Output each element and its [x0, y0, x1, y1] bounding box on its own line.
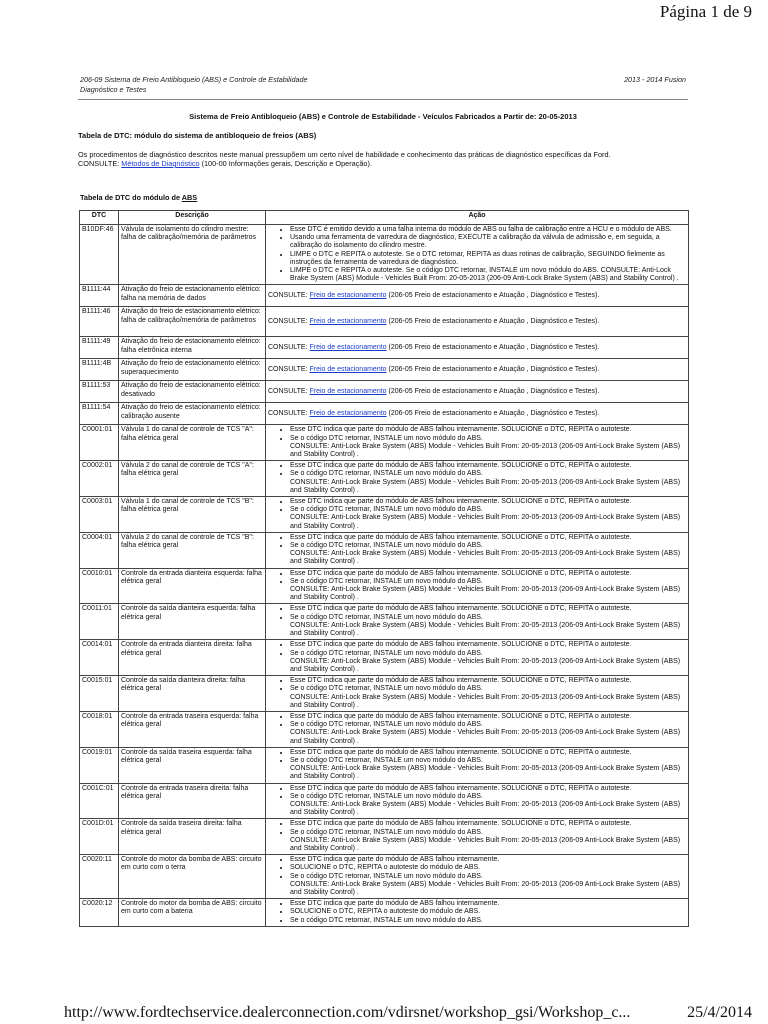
dtc-description: Válvula 1 do canal de controle de TCS "B": falha elétrica geral — [119, 497, 266, 533]
consult-reference: CONSULTE: Anti-Lock Brake System (ABS) Module - Vehicles Built From: 20-05-2013 (206-09 Anti-Lock Brake System (ABS) and Stability Control) . — [290, 442, 681, 459]
consult-label: CONSULTE: — [268, 291, 310, 299]
dtc-description: Ativação do freio de estacionamento elétrico: falha na memória de dados — [119, 285, 266, 307]
dtc-description: Controle da saída traseira direita: falha elétrica geral — [119, 819, 266, 855]
dtc-table — [79, 210, 689, 927]
tcs-rows — [80, 425, 689, 855]
dtc-description: Válvula 1 do canal de controle de TCS "A": falha elétrica geral — [119, 425, 266, 461]
dtc-description: Válvula 2 do canal de controle de TCS "B": falha elétrica geral — [119, 532, 266, 568]
running-header-left — [80, 75, 380, 95]
table-row — [80, 307, 689, 337]
dtc-action — [266, 819, 689, 855]
dtc-action — [266, 381, 689, 403]
dtc-action — [266, 568, 689, 604]
consult-reference: (206-05 Freio de estacionamento e Atuação , Diagnóstico e Testes). — [386, 409, 600, 417]
action-step: • Se o código DTC retornar, INSTALE um novo módulo do ABS. — [290, 721, 686, 729]
dtc-description: Controle da saída traseira esquerda: falha elétrica geral — [119, 747, 266, 783]
table-title-text: Tabela de DTC do módulo de — [80, 193, 182, 202]
dtc-code: B1111:44 — [80, 285, 119, 307]
column-header-description: Descrição — [119, 211, 266, 225]
action-step: • Se o código DTC retornar, INSTALE um novo módulo do ABS. — [290, 578, 686, 586]
action-step: • SOLUCIONE o DTC, REPITA o autoteste do módulo de ABS. — [290, 908, 686, 916]
consult-reference: (206-05 Freio de estacionamento e Atuação , Diagnóstico e Testes). — [386, 365, 600, 373]
dtc-description: Controle da entrada dianteira esquerda: falha elétrica geral — [119, 568, 266, 604]
action-step: • Esse DTC indica que parte do módulo de ABS falhou internamente. SOLUCIONE o DTC, REPITA o autoteste. — [290, 785, 686, 793]
dtc-code: B1111:4B — [80, 359, 119, 381]
dtc-action — [266, 711, 689, 747]
action-step: • Esse DTC indica que parte do módulo de ABS falhou internamente. — [290, 900, 686, 908]
dtc-action — [266, 604, 689, 640]
consult-reference: CONSULTE: Anti-Lock Brake System (ABS) Module - Vehicles Built From: 20-05-2013 (206-09 Anti-Lock Brake System (ABS) and Stability Control) . — [290, 693, 681, 709]
consult-reference: CONSULTE: Anti-Lock Brake System (ABS) Module - Vehicles Built From: 20-05-2013 (206-09 Anti-Lock Brake System (ABS) and Stability Control) . — [290, 800, 681, 817]
header-section-title: 206-09 Sistema de Freio Antibloqueio (ABS) e Controle de Estabilidade — [80, 75, 308, 84]
intro-paragraph — [78, 150, 688, 168]
dtc-description: Ativação do freio de estacionamento elétrico: calibração ausente — [119, 403, 266, 425]
consult-reference: CONSULTE: Anti-Lock Brake System (ABS) Module - Vehicles Built From: 20-05-2013 (206-09 Anti-Lock Brake System (ABS) and Stability Control) . — [290, 729, 681, 745]
table-row — [80, 855, 689, 899]
consult-label: CONSULTE: — [268, 365, 310, 373]
dtc-code: B1111:54 — [80, 403, 119, 425]
dtc-action — [266, 497, 689, 533]
diagnostic-methods-link[interactable]: Métodos de Diagnóstico — [121, 159, 200, 168]
consult-reference: (100-00 Informações gerais, Descrição e Operação). — [199, 159, 372, 168]
footer-source-url: http://www.fordtechservice.dealerconnection.com/vdirsnet/workshop_gsi/Workshop_c... — [64, 1004, 631, 1021]
dtc-description: Válvula de isolamento do cilindro mestre: falha de calibração/memória de parâmetros — [119, 225, 266, 285]
table-row — [80, 747, 689, 783]
consult-reference: (206-05 Freio de estacionamento e Atuação , Diagnóstico e Testes). — [386, 291, 600, 299]
action-step: • Esse DTC indica que parte do módulo de ABS falhou internamente. SOLUCIONE o DTC, REPITA o autoteste. — [290, 677, 686, 685]
consult-reference: CONSULTE: Anti-Lock Brake System (ABS) Module - Vehicles Built From: 20-05-2013 (206-09 Anti-Lock Brake System (ABS) and Stability Control) . — [290, 586, 681, 602]
dtc-action — [266, 225, 689, 285]
dtc-description: Controle do motor da bomba de ABS: circuito em curto com a bateria — [119, 899, 266, 927]
table-row — [80, 532, 689, 568]
action-step: • Esse DTC indica que parte do módulo de ABS falhou internamente. SOLUCIONE o DTC, REPITA o autoteste. — [290, 641, 686, 649]
dtc-description: Controle da saída dianteira direita: falha elétrica geral — [119, 676, 266, 712]
action-step: • Esse DTC indica que parte do módulo de ABS falhou internamente. SOLUCIONE o DTC, REPITA o autoteste. — [290, 534, 686, 542]
parking-brake-link[interactable]: Freio de estacionamento — [309, 291, 387, 299]
table-row — [80, 285, 689, 307]
header-model-years: 2013 - 2014 Fusion — [624, 75, 686, 84]
action-step: • Esse DTC indica que parte do módulo de ABS falhou internamente. SOLUCIONE o DTC, REPITA o autoteste. — [290, 713, 686, 721]
parking-brake-link[interactable]: Freio de estacionamento — [309, 387, 387, 395]
intro-text: Os procedimentos de diagnóstico descritos neste manual pressupõem um certo nível de habilidade e conhecimento das práticas de diagnóstico específicas da Ford. — [78, 150, 611, 159]
table-row — [80, 381, 689, 403]
action-step: • Esse DTC indica que parte do módulo de ABS falhou internamente. SOLUCIONE o DTC, REPITA o autoteste. — [290, 820, 686, 828]
document-title: Sistema de Freio Antibloqueio (ABS) e Controle de Estabilidade - Veículos Fabricados a Partir de: 20-05-2013 — [189, 112, 577, 121]
action-step: • Se o código DTC retornar, INSTALE um novo módulo do ABS. — [290, 506, 686, 514]
dtc-code: C0014:01 — [80, 640, 119, 676]
table-header-row — [80, 211, 689, 225]
action-step: • Esse DTC indica que parte do módulo de ABS falhou internamente. SOLUCIONE o DTC, REPITA o autoteste. — [290, 605, 686, 613]
consult-reference: CONSULTE: Anti-Lock Brake System (ABS) Module - Vehicles Built From: 20-05-2013 (206-09 Anti-Lock Brake System (ABS) and Stability Control) . — [290, 836, 681, 852]
action-step: • Se o código DTC retornar, INSTALE um novo módulo do ABS. — [290, 650, 686, 658]
dtc-description: Controle da entrada traseira esquerda: falha elétrica geral — [119, 711, 266, 747]
dtc-action — [266, 676, 689, 712]
dtc-code: C0020:11 — [80, 855, 119, 899]
consult-label: CONSULTE: — [78, 159, 122, 168]
consult-reference: (206-05 Freio de estacionamento e Atuação , Diagnóstico e Testes). — [386, 317, 600, 325]
action-step: • Usando uma ferramenta de varredura de diagnóstico, EXECUTE a calibração da válvula de admissão e, em seguida, a calibração do isolamento do cilindro mestre. — [290, 234, 686, 250]
dtc-action — [266, 783, 689, 819]
table-row — [80, 461, 689, 497]
dtc-code: B1111:49 — [80, 337, 119, 359]
action-step: • LIMPE o DTC e REPITA o autoteste. Se o DTC retornar, REPITA as duas rotinas de calibração, SEGUINDO fielmente as instruções da ferramenta de varredura de diagnóstico. — [290, 251, 686, 267]
dtc-code: C0010:01 — [80, 568, 119, 604]
action-step: • Se o código DTC retornar, INSTALE um novo módulo do ABS. — [290, 542, 686, 550]
action-step: • Se o código DTC retornar, INSTALE um novo módulo do ABS. — [290, 685, 686, 693]
action-step: • Se o código DTC retornar, INSTALE um novo módulo do ABS. — [290, 793, 686, 801]
action-step: • Esse DTC indica que parte do módulo de ABS falhou internamente. SOLUCIONE o DTC, REPITA o autoteste. — [290, 462, 686, 470]
action-step: • Se o código DTC retornar, INSTALE um novo módulo do ABS. — [290, 470, 686, 478]
table-row — [80, 225, 689, 285]
table-title — [80, 193, 197, 202]
dtc-code: C0003:01 — [80, 497, 119, 533]
dtc-action — [266, 359, 689, 381]
dtc-description: Ativação do freio de estacionamento elétrico: desativado — [119, 381, 266, 403]
dtc-code: C0020:12 — [80, 899, 119, 927]
table-row — [80, 425, 689, 461]
dtc-code: B1111:53 — [80, 381, 119, 403]
action-step: • Esse DTC indica que parte do módulo de ABS falhou internamente. — [290, 856, 686, 864]
action-step: • LIMPE o DTC e REPITA o autoteste. Se o código DTC retornar, INSTALE um novo módulo do ABS. CONSULTE: Anti-Lock Brake System (ABS) Module - Vehicles Built From: 20-05-2013 (206-09 Anti-Lock Brake System (ABS) and Stability Control) . — [290, 267, 686, 283]
table-row — [80, 711, 689, 747]
dtc-description: Controle do motor da bomba de ABS: circuito em curto com o terra — [119, 855, 266, 899]
table-row — [80, 899, 689, 927]
action-step: • SOLUCIONE o DTC, REPITA o autoteste do módulo de ABS. — [290, 864, 686, 872]
dtc-code: C0018:01 — [80, 711, 119, 747]
header-subsection: Diagnóstico e Testes — [80, 85, 147, 94]
dtc-code: C0002:01 — [80, 461, 119, 497]
dtc-code: B1111:46 — [80, 307, 119, 337]
parking-brake-link[interactable]: Freio de estacionamento — [309, 365, 387, 373]
dtc-code: C001C:01 — [80, 783, 119, 819]
action-step: • Esse DTC indica que parte do módulo de ABS falhou internamente. SOLUCIONE o DTC, REPITA o autoteste. — [290, 426, 686, 434]
table-row — [80, 497, 689, 533]
dtc-code: C0004:01 — [80, 532, 119, 568]
consult-reference: CONSULTE: Anti-Lock Brake System (ABS) Module - Vehicles Built From: 20-05-2013 (206-09 Anti-Lock Brake System (ABS) and Stability Control) . — [290, 478, 681, 494]
consult-reference: CONSULTE: Anti-Lock Brake System (ABS) Module - Vehicles Built From: 20-05-2013 (206-09 Anti-Lock Brake System (ABS) and Stability Control) . — [290, 880, 681, 896]
parking-brake-link[interactable]: Freio de estacionamento — [309, 317, 387, 325]
table-row — [80, 783, 689, 819]
column-header-action: Ação — [266, 211, 689, 225]
footer-date: 25/4/2014 — [687, 1004, 752, 1021]
dtc-action — [266, 403, 689, 425]
pump-motor-rows — [80, 855, 689, 927]
table-row — [80, 359, 689, 381]
table-row — [80, 568, 689, 604]
dtc-code: C0019:01 — [80, 747, 119, 783]
parking-brake-rows — [80, 285, 689, 425]
page-number-label: Página 1 de 9 — [659, 2, 752, 21]
consult-label: CONSULTE: — [268, 317, 310, 325]
action-step: • Se o código DTC retornar, INSTALE um novo módulo do ABS. — [290, 829, 686, 837]
action-step: • Esse DTC indica que parte do módulo de ABS falhou internamente. SOLUCIONE o DTC, REPITA o autoteste. — [290, 749, 686, 757]
dtc-action — [266, 855, 689, 899]
dtc-action — [266, 337, 689, 359]
dtc-action — [266, 640, 689, 676]
consult-reference: CONSULTE: Anti-Lock Brake System (ABS) Module - Vehicles Built From: 20-05-2013 (206-09 Anti-Lock Brake System (ABS) and Stability Control) . — [290, 514, 681, 530]
action-step: • Se o código DTC retornar, INSTALE um novo módulo do ABS. — [290, 873, 686, 881]
consult-reference: CONSULTE: Anti-Lock Brake System (ABS) Module - Vehicles Built From: 20-05-2013 (206-09 Anti-Lock Brake System (ABS) and Stability Control) . — [290, 621, 681, 638]
consult-reference: CONSULTE: Anti-Lock Brake System (ABS) Module - Vehicles Built From: 20-05-2013 (206-09 Anti-Lock Brake System (ABS) and Stability Control) . — [290, 765, 681, 781]
dtc-action — [266, 461, 689, 497]
table-row — [80, 819, 689, 855]
dtc-action — [266, 899, 689, 927]
dtc-code: C001D:01 — [80, 819, 119, 855]
dtc-code: C0001:01 — [80, 425, 119, 461]
consult-label: CONSULTE: — [268, 343, 310, 351]
dtc-description: Controle da entrada dianteira direita: falha elétrica geral — [119, 640, 266, 676]
dtc-action — [266, 285, 689, 307]
consult-reference: (206-05 Freio de estacionamento e Atuação , Diagnóstico e Testes). — [386, 343, 600, 351]
action-step: • Esse DTC indica que parte do módulo de ABS falhou internamente. SOLUCIONE o DTC, REPITA o autoteste. — [290, 498, 686, 506]
dtc-description: Ativação do freio de estacionamento elétrico: falha de calibração/memória de parâmetros — [119, 307, 266, 337]
dtc-action — [266, 307, 689, 337]
intro-consult-line — [78, 159, 688, 168]
table-row — [80, 640, 689, 676]
dtc-description: Controle da saída dianteira esquerda: falha elétrica geral — [119, 604, 266, 640]
consult-reference: (206-05 Freio de estacionamento e Atuação , Diagnóstico e Testes). — [386, 387, 600, 395]
header-divider — [78, 99, 688, 100]
consult-label: CONSULTE: — [268, 387, 310, 395]
table-row — [80, 337, 689, 359]
consult-reference: CONSULTE: Anti-Lock Brake System (ABS) Module - Vehicles Built From: 20-05-2013 (206-09 Anti-Lock Brake System (ABS) and Stability Control) . — [290, 657, 681, 673]
table-row — [80, 604, 689, 640]
dtc-code: C0011:01 — [80, 604, 119, 640]
action-step: • Esse DTC é emitido devido a uma falha interna do módulo de ABS ou falha de calibração entre a HCU e o módulo de ABS. — [290, 226, 686, 234]
parking-brake-link[interactable]: Freio de estacionamento — [309, 409, 387, 417]
action-step: • Esse DTC indica que parte do módulo de ABS falhou internamente. SOLUCIONE o DTC, REPITA o autoteste. — [290, 570, 686, 578]
dtc-action — [266, 532, 689, 568]
table-row — [80, 403, 689, 425]
dtc-description: Ativação do freio de estacionamento elétrico: superaquecimento — [119, 359, 266, 381]
dtc-description: Controle da entrada traseira direita: falha elétrica geral — [119, 783, 266, 819]
dtc-description: Válvula 2 do canal de controle de TCS "A": falha elétrica geral — [119, 461, 266, 497]
dtc-action — [266, 425, 689, 461]
action-step: • Se o código DTC retornar, INSTALE um novo módulo do ABS. — [290, 917, 686, 925]
table-row — [80, 676, 689, 712]
column-header-dtc: DTC — [80, 211, 119, 225]
consult-reference: CONSULTE: Anti-Lock Brake System (ABS) Module - Vehicles Built From: 20-05-2013 (206-09 Anti-Lock Brake System (ABS) and Stability Control) . — [290, 550, 681, 566]
action-step: • Se o código DTC retornar, INSTALE um novo módulo do ABS. — [290, 435, 686, 443]
dtc-code: C0015:01 — [80, 676, 119, 712]
dtc-description: Ativação do freio de estacionamento elétrico: falha eletrônica interna — [119, 337, 266, 359]
action-step: • Se o código DTC retornar, INSTALE um novo módulo do ABS. — [290, 757, 686, 765]
dtc-action — [266, 747, 689, 783]
table-title-abbr: ABS — [181, 193, 198, 202]
dtc-code: B10DF:46 — [80, 225, 119, 285]
section-title: Tabela de DTC: módulo do sistema de antibloqueio de freios (ABS) — [78, 131, 317, 140]
action-step: • Se o código DTC retornar, INSTALE um novo módulo do ABS. — [290, 614, 686, 622]
consult-label: CONSULTE: — [268, 409, 310, 417]
parking-brake-link[interactable]: Freio de estacionamento — [309, 343, 387, 351]
